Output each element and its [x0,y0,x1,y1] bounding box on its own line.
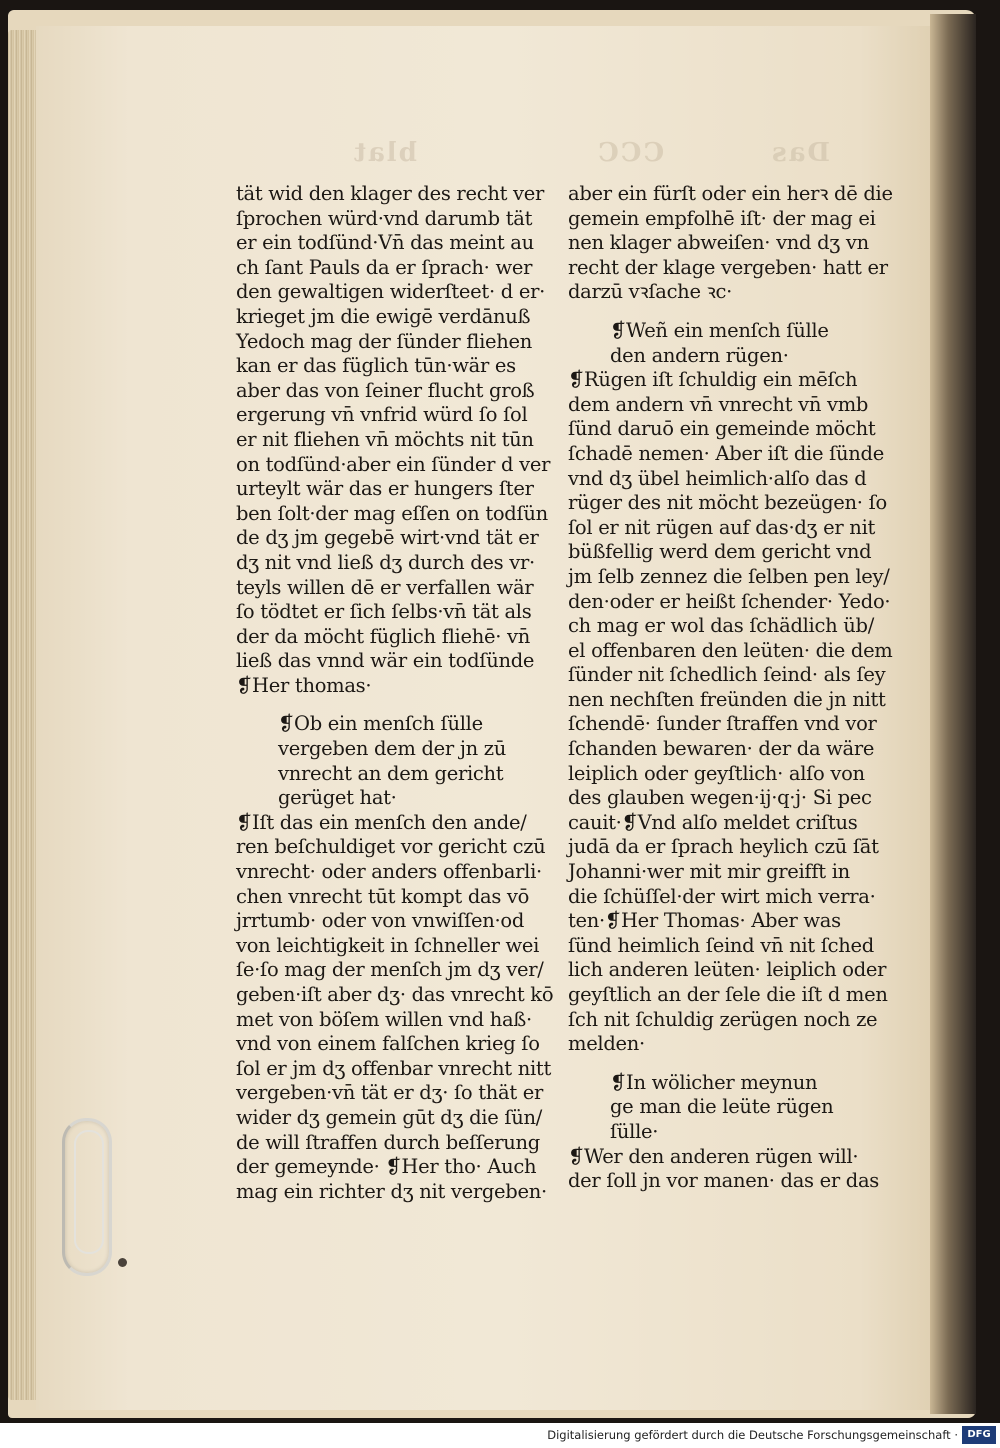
text-line: ließ das vnnd wär ein todſünde [236,649,535,673]
text-line: der gemeynde· ❡Her tho· Auch [236,1155,537,1179]
text-line: dem andern vn̄ vnrecht vn̄ vmb [568,392,869,416]
right-text-column [568,182,893,1194]
text-line: ch mag er wol das ſchädlich üb/ [568,614,874,638]
section-heading-line: ge man die leüte rügen [610,1095,834,1119]
dfg-logo-badge: DFG [962,1426,996,1444]
text-line: ch ſant Pauls da er ſprach· wer [236,255,533,279]
text-line: nen nechſten freünden die jn nitt [568,687,886,711]
text-line: ſünd heimlich ſeind vn̄ nit ſched [568,933,874,957]
text-line: Yedoch mag der ſünder fliehen [236,329,533,353]
section-gap [236,698,554,712]
text-line: ❡Her thomas· [236,673,372,697]
text-line: chen vnrecht tūt kompt das vō [236,884,530,908]
text-line: ſch nit ſchuldig zerügen noch ze [568,1007,878,1031]
section-gap [568,1057,884,1071]
text-line: des glauben wegen·ij·q·j· Si pec [568,786,872,810]
text-line: ſe·ſo mag der menſch jm dʒ ver/ [236,958,544,982]
funding-credit: Digitalisierung gefördert durch die Deutsche Forschungsgemeinschaft · [547,1428,958,1442]
text-line: ten·❡Her Thomas· Aber was [568,909,841,933]
text-line: tät wid den klager des recht ver [236,182,544,205]
text-line: geyſtlich an der ſele die iſt d men [568,983,888,1006]
text-line: nen klager abweiſen· vnd dʒ vn [568,231,869,255]
text-line: on todſünd·aber ein ſünder d ver [236,452,551,476]
text-line: wider dʒ gemein gūt dʒ die ſün/ [236,1105,543,1129]
text-line: vergeben·vn̄ tät er dʒ· ſo thät er [236,1081,544,1105]
section-heading-line: vnrecht an dem gericht [278,761,504,785]
text-line: urteylt wär das er hungers ſter [236,477,534,501]
text-line: judā da er ſprach heylich czū ſāt [568,835,879,859]
text-line: krieget jm die ewigē verdānuß [236,304,531,328]
section-heading-line: ❡Weñ ein menſch ſülle [610,318,829,342]
text-line: teyls willen dē er verfallen wär [236,575,534,599]
section-gap [568,305,884,319]
text-line: büßfellig werd dem gericht vnd [568,540,872,564]
text-line: der ſoll jn vor manen· das er das [568,1169,880,1193]
text-line: ben ſolt·der mag eſſen on todſün [236,501,548,525]
text-line: ſünd daruō ein gemeinde möcht [568,417,876,441]
text-line: mag ein richter dʒ nit vergeben· [236,1179,547,1203]
text-line: met von böſem willen vnd haß· [236,1007,532,1031]
text-line: vnrecht· oder anders offenbarli· [236,860,542,884]
section-heading-line: vergeben dem der jn zū [278,737,506,761]
text-line: ❡Wer den anderen rügen will· [568,1144,859,1168]
text-line: ſchanden bewaren· der da wäre [568,737,875,761]
text-line: jm ſelb zennez die ſelben pen ley/ [568,564,890,588]
text-line: geben·iſt aber dʒ· das vnrecht kō [236,983,554,1006]
text-line: lich anderen leüten· leiplich oder [568,958,887,982]
text-line: ſol er nit rügen auf das·dʒ er nit [568,515,876,539]
text-line: den gewaltigen widerſteet· d er· [236,280,545,304]
text-line: ſünder nit ſchedlich ſeind· als ſey [568,663,886,687]
text-line: vnd dʒ übel heimlich·alſo das d [568,466,867,490]
text-line: Johanni·wer mit mir greifft in [568,860,850,884]
show-through-text: CCC [596,138,665,168]
show-through-text: blat [352,138,417,168]
text-line: den·oder er heißt ſchender· Yedo· [568,589,891,613]
footer-bar [0,1423,1000,1448]
show-through-text: Das [770,138,831,168]
section-heading-line: gerüget hat· [278,786,397,810]
text-line: aber das von ſeiner flucht groß [236,378,535,402]
text-line: er nit fliehen vn̄ möchts nit tūn [236,427,534,451]
text-line: leiplich oder geyſtlich· alſo von [568,761,865,785]
text-line: cauit·❡Vnd alſo meldet criſtus [568,810,858,834]
text-line: dʒ nit vnd ließ dʒ durch des vr· [236,550,535,574]
text-line: recht der klage vergeben· hatt er [568,255,888,279]
text-line: ❡Rügen iſt ſchuldig ein mēſch [568,368,858,392]
section-heading-line: ❡Ob ein menſch ſülle [278,712,483,736]
text-line: er ein todſünd·Vn̄ das meint au [236,231,534,255]
text-line: kan er das füglich tūn·wär es [236,354,516,378]
text-line: aber ein fürſt oder ein herꝛ dē die [568,182,893,205]
left-text-column [236,182,554,1204]
text-line: jrrtumb· oder von vnwiſſen·od [236,909,525,933]
text-line: de dʒ jm gegebē wirt·vnd tät er [236,526,539,550]
text-line: darzū vꝛſache ꝛc· [568,280,733,304]
paper-clip-inner [74,1130,104,1254]
text-line: rüger des nit möcht bezeügen· ſo [568,491,887,515]
text-line: ❡Iſt das ein menſch den ande/ [236,810,527,834]
text-line: de will ſtraffen durch beſſerung [236,1130,540,1154]
text-line: gemein empfolhē iſt· der mag ei [568,206,876,230]
text-line: vnd von einem falſchen krieg ſo [236,1032,540,1056]
text-line: die ſchüſſel·der wirt mich verra· [568,884,876,908]
text-line: ergerung vn̄ vnfrid würd ſo ſol [236,403,528,427]
text-line: ſchendē· ſunder ſtraffen vnd vor [568,712,877,736]
text-line: von leichtigkeit in ſchneller wei [236,933,540,957]
text-line: ſchadē nemen· Aber iſt die ſünde [568,441,884,465]
section-heading-line: ❡In wölicher meynun [610,1070,818,1094]
text-line: ſo tödtet er ſich ſelbs·vn̄ tät als [236,600,532,624]
binding-gutter [930,14,976,1414]
text-line: ſprochen würd·vnd darumb tät [236,206,533,230]
section-heading-line: den andern rügen· [610,343,789,367]
text-line: melden· [568,1032,645,1056]
section-heading-line: ſülle· [610,1119,659,1143]
text-line: ren beſchuldiget vor gericht czū [236,835,546,859]
text-line: ſol er jm dʒ offenbar vnrecht nitt [236,1056,551,1080]
text-line: el offenbaren den leüten· die dem [568,638,893,662]
ink-spot [118,1258,127,1267]
text-line: der da möcht füglich fliehē· vn̄ [236,624,531,648]
